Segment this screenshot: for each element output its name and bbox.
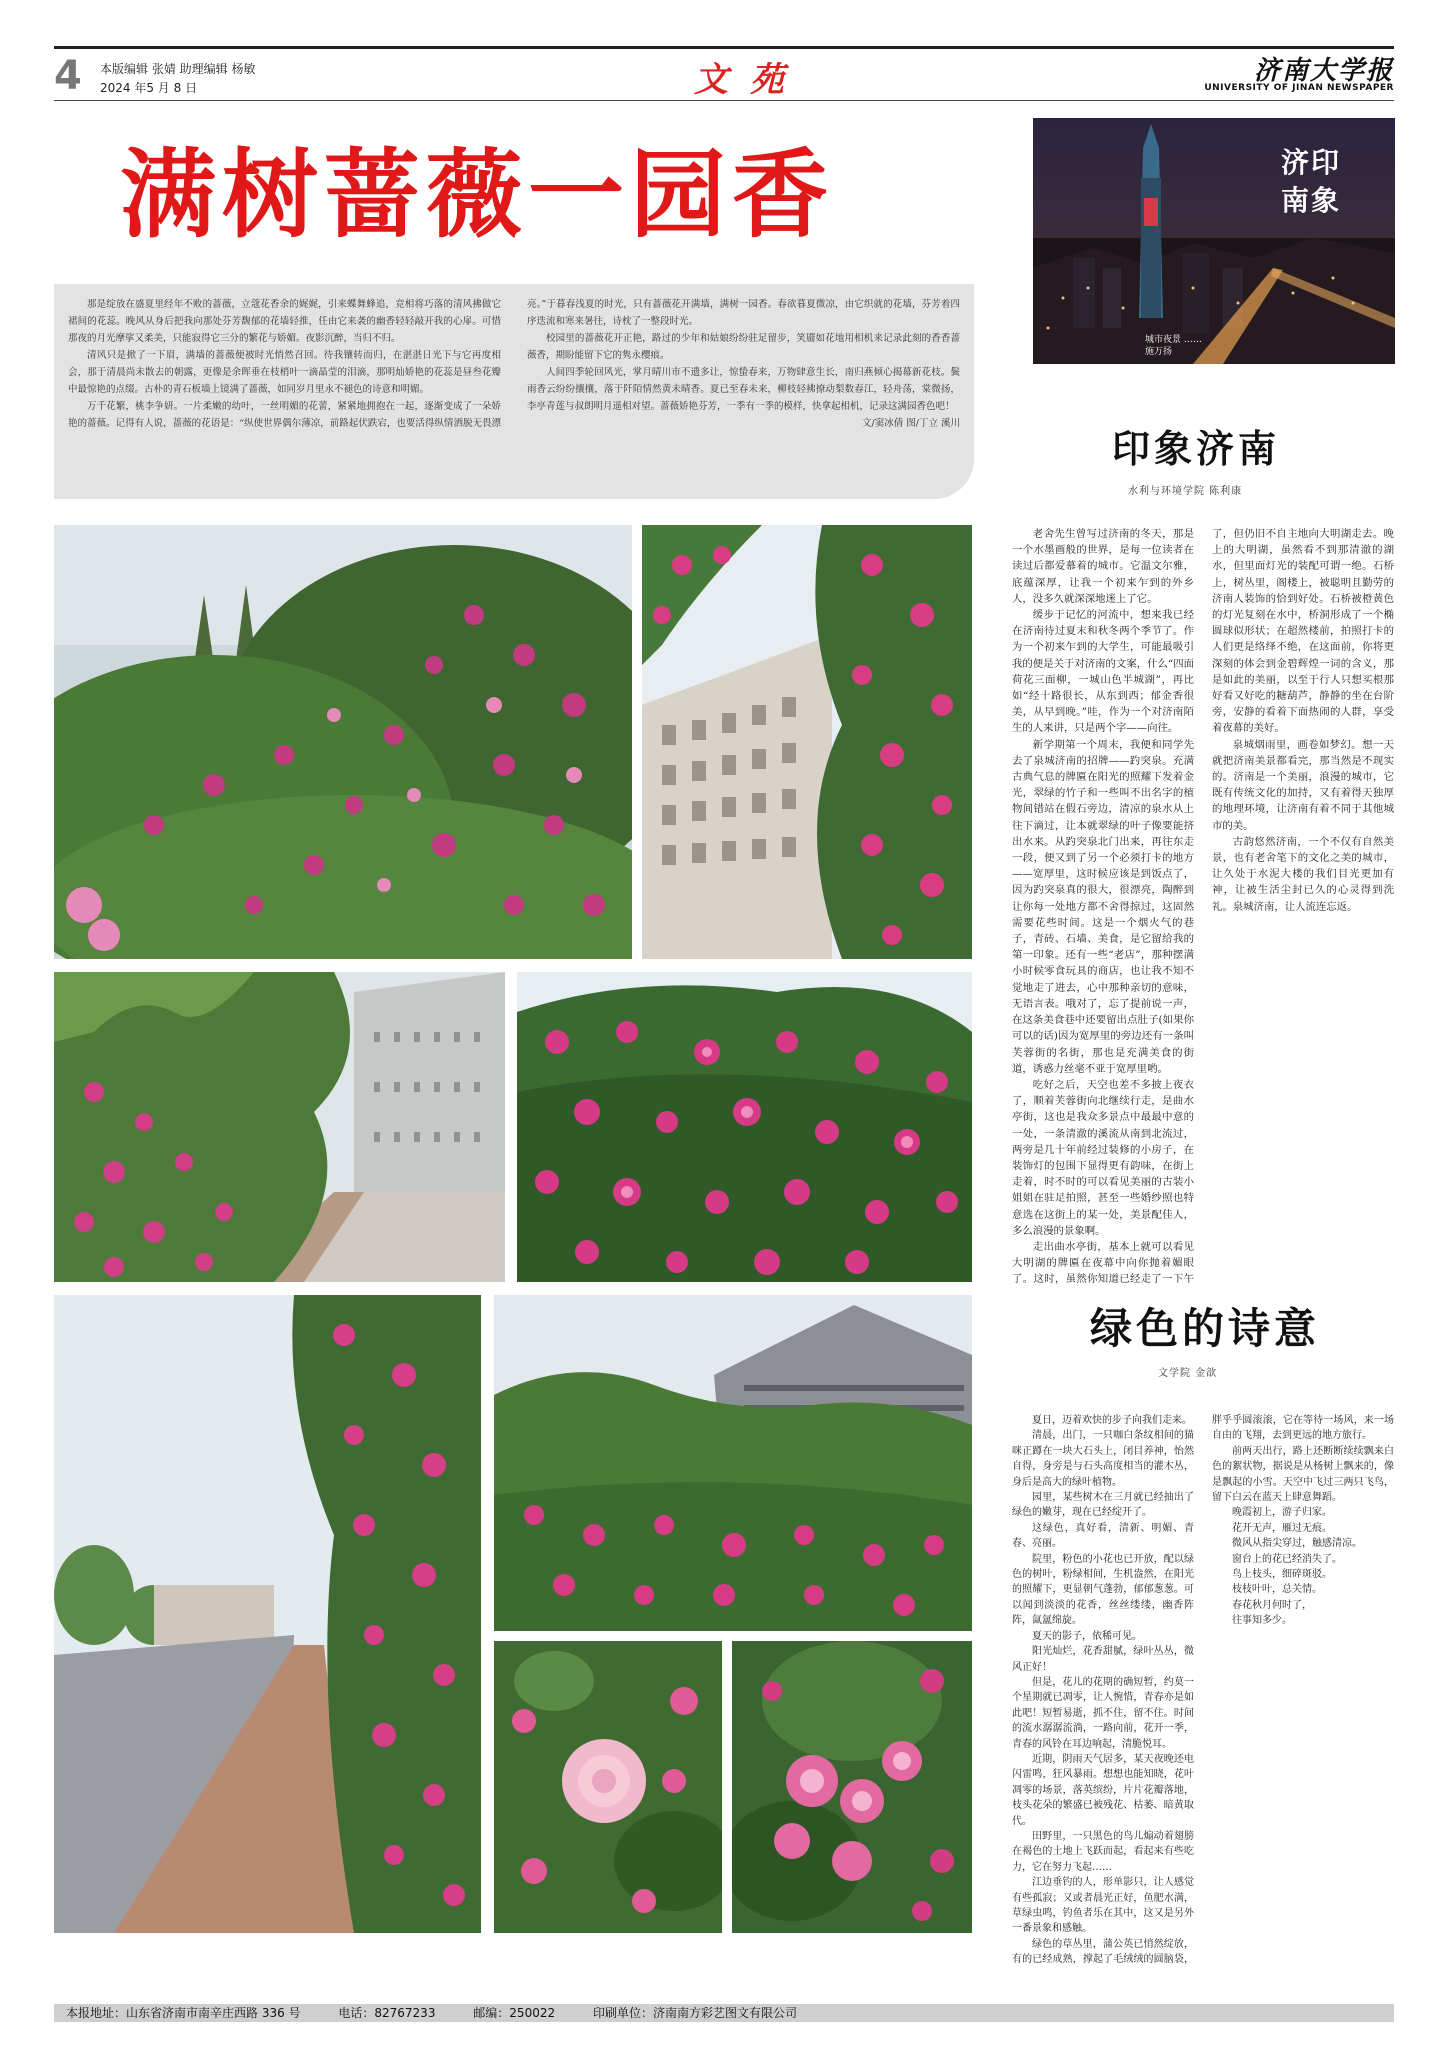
pink-rose-closeup-image [494, 1641, 722, 1933]
article2-title: 绿色的诗意 [1090, 1304, 1321, 1353]
article2-paragraph: 近期，阴雨天气居多，某天夜晚还电闪雷鸣，狂风暴雨。想想也能知晓，花叶凋零的场景，落英缤纷，片片花瓣落地，枝头花朵的繁盛已被残花、枯萎、暗黄取代。 [1012, 1753, 1194, 1827]
article1-title: 印象济南 [1112, 427, 1281, 471]
article2-paragraph: 微风从指尖穿过，触感清凉。 [1232, 1538, 1362, 1550]
rose-photo-6 [494, 1295, 972, 1631]
article1-byline: 水利与环境学院 陈利康 [1128, 486, 1243, 497]
intro-paragraph: 校园里的蔷薇花开正艳，路过的少年和姑娘纷纷驻足留步，笑靥如花地用相机来记录此刻的香香蔷薇香，期盼能留下它的隽永樱痕。 [527, 333, 960, 361]
rose-tall-building-image [494, 1295, 972, 1631]
article2-byline: 文学院 金歆 [1158, 1368, 1218, 1379]
rose-bush-image [54, 525, 632, 959]
article1-body [1012, 526, 1394, 1294]
intro-text [68, 296, 960, 432]
article2-paragraph: 院里，粉色的小花也已开放，配以绿色的树叶，粉绿相间，生机盎然，在阳光的照耀下，更显朝气蓬勃，郁郁葱葱。可以闻到淡淡的花香，丝丝缕缕，幽香阵阵，氤氲绵旋。 [1012, 1553, 1194, 1627]
article2-paragraph: 但是，花儿的花期的确短暂，约莫一个星期就已凋零，让人惋惜，青春亦是如此吧！短暂易逝，抓不住，留不住。时间的流水潺潺流淌，一路向前，花开一季，青春的风铃在耳边响起，清脆悦耳。 [1012, 1676, 1194, 1750]
article1-paragraph: 缓步于记忆的河流中，想来我已经在济南待过夏末和秋冬两个季节了。作为一个初来乍到的大学生，可能最吸引我的便是关于对济南的文案，什么“四面荷花三面柳，一城山色半城湖”，再比如“经十路很长，从东到西；郁金香很美，从早到晚。”哇，作为一个对济南陌生的人来讲，只是两个字——向往。 [1012, 609, 1194, 735]
rose-cluster-image [517, 972, 972, 1282]
page-footer [54, 2004, 1394, 2022]
footer-postcode: 邮编：250022 [473, 2006, 556, 2020]
rose-photo-3 [54, 972, 505, 1282]
section-title: 文苑 [694, 60, 806, 100]
intro-box [54, 284, 974, 499]
article2-paragraph: 晚霞初上，游子归家。 [1232, 1507, 1332, 1519]
newspaper-logo: 济南大学报 [1253, 56, 1394, 86]
article2-paragraph: 园里，某些树木在三月就已经抽出了绿色的嫩芽，现在已经绽开了。 [1012, 1492, 1194, 1519]
city-caption-line1: 城市夜景 …… [1145, 335, 1202, 345]
header-bottom-rule [54, 100, 1394, 101]
intro-paragraph: 万千花繁，桃李争妍。一片柔嫩的幼叶，一丝明媚的花蕾，紧紧地拥抱在一起，逐渐变成了一朵娇艳的蔷薇。记得有人说，蔷薇的花语是：“纵使世界偶尔薄凉，前路起伏跌宕，也要活得纵情洒脱无畏漂亮。”于暮春浅夏的时光，只有蔷薇花开满墙，满树一园香。春欲暮夏微凉，由它织就的花墙，芬芳着四序迭流和寒来暑往，诗枕了一整段时光。 [68, 299, 960, 429]
article2-paragraph: 前两天出行，路上还断断续续飘来白色的絮状物，据说是从杨树上飘来的，像是飘起的小雪。天空中飞过三两只飞鸟，留下白云在蓝天上肆意舞蹈。 [1212, 1445, 1394, 1504]
article2-paragraph: 夏天的影子，依稀可见。 [1032, 1630, 1142, 1642]
header-top-rule [54, 46, 1394, 49]
article2-paragraph: 江边垂钓的人，形单影只，让人感觉有些孤寂；又或者晨光正好，鱼肥水满，草绿虫鸣，钓鱼者乐在其中，这又是另外一番景象和感触。 [1012, 1877, 1194, 1935]
article2-paragraph: 阳光灿烂，花香甜腻，绿叶丛丛，微风正好！ [1012, 1646, 1194, 1673]
city-night-photo [1033, 118, 1395, 364]
article1-paragraph: 走出曲水亭街，基本上就可以看见大明湖的牌匾在夜幕中向你抛着媚眼了。这时，虽然你知道已经走了一下午了，但仍旧不自主地向大明湖走去。晚上的大明湖，虽然看不到那清澈的湖水，但里面灯光的装配可谓一绝。石桥上，树丛里，阁楼上，被聪明且勤劳的济南人装饰的恰到好处。石桥被橙黄色的灯光复刻在水中，桥洞形成了一个椭圆球似形状；在超然楼前，拍照打卡的人们更是络绎不绝，在这面前，你将更深刻的体会到金碧辉煌一词的含义，那是如此的美丽，以至于行人只想买根那好看又好吃的糖葫芦，静静的坐在台阶旁，安静的看着下面热闹的人群，享受着夜幕的美好。 [1012, 528, 1394, 1286]
article1-paragraph: 新学期第一个周末，我便和同学先去了泉城济南的招牌——趵突泉。充满古典气息的牌匾在阳光的照耀下发着金光，翠绿的竹子和一些叫不出名字的植物间错站在假石旁边，清凉的泉水从上往下滴过，让本就翠绿的叶子像要能挤出水来。从趵突泉北门出来，再往东走一段，便又到了另一个必须打卡的地方——宽厚里，这时候应该是到饭点了，因为趵突泉真的很大，很漂亮，陶醉到让你每一处地方都不舍得掠过，这固然需要花些时间。这是一个烟火气的巷子，青砖、石墙、美食，是它留给我的第一印象。还有一些“老店”，那种摆满小时候零食玩具的商店，也让我不知不觉地走了进去，心中那种亲切的意味，无语言表。哦对了，忘了提前说一声，在这条美食巷中还要留出点肚子(如果你可以的话)因为宽厚里的旁边还有一条叫芙蓉街的名街，那也是充满美食的街道，诱惑力丝毫不亚于宽厚里哟。 [1012, 738, 1194, 1075]
rose-walkway-image [54, 1295, 481, 1933]
article2-paragraph: 清晨，出门，一只咖白条纹相间的猫咪正蹲在一块大石头上，闭目养神，怡然自得，身旁是与石头高度相当的灌木丛，身后是高大的绿叶植物。 [1012, 1430, 1194, 1488]
article2-paragraph: 这绿色，真好看，清新、明媚、青春、亮丽。 [1012, 1522, 1194, 1550]
article2-paragraph: 枝枝叶叶，总关情。 [1232, 1584, 1322, 1596]
article1-paragraph: 老舍先生曾写过济南的冬天，那是一个水墨画般的世界，是每一位读者在读过后都爱慕着的城市。它温文尔雅，底蕴深厚，让我一个初来乍到的外乡人，没多久就深深地迷上了它。 [1012, 528, 1194, 605]
page-number: 4 [54, 53, 82, 99]
rose-photo-5 [54, 1295, 481, 1933]
rose-building-image [642, 525, 972, 959]
intro-paragraph: 人间四季轮回风光，掌月晴川市不遗多让，惊蛰春来，万物肆意生长，南归燕倾心揭幕新花枝。鬓雨香云纷纷攘攘，落于阡陌情然黄未晴香。夏已至春未来，柳枝轻拂撩动梨数春江，轻舟荡，棠微扬，李亭青莲与叔朗明月遥相对望。蔷薇娇艳芬芳，一季有一季的模样，快拿起相机，记录这满园香色吧！ [527, 367, 960, 412]
article2-paragraph: 鸟上枝头，细碎斑驳。 [1232, 1569, 1332, 1581]
article2-paragraph: 窗台上的花已经消失了。 [1232, 1553, 1342, 1565]
rose-photo-2 [642, 525, 972, 959]
rose-cluster-closeup-image [732, 1641, 972, 1933]
editors-line: 本版编辑 张婧 助理编辑 杨敏 [100, 62, 256, 76]
rose-photo-1 [54, 525, 632, 959]
city-photo-caption [1145, 334, 1202, 358]
city-brand-title [1281, 144, 1341, 220]
city-brand-line1: 济印 [1281, 146, 1342, 179]
city-brand-line2: 南象 [1281, 184, 1342, 217]
main-headline: 满树蔷薇一园香 [120, 139, 834, 251]
article2-paragraph: 春花秋月何时了， [1232, 1599, 1312, 1611]
article2-body [1012, 1413, 1394, 1995]
footer-printer: 印刷单位：济南南方彩艺图文有限公司 [592, 2006, 797, 2020]
footer-address: 本报地址：山东省济南市南辛庄西路 336 号 [66, 2006, 301, 2020]
article2-paragraph: 花开无声，雁过无痕。 [1232, 1522, 1332, 1534]
article1-paragraph: 吃好之后，天空也差不多披上夜衣了，顺着芙蓉街向北继续行走，是曲水亭街，这也是我众多景点中最最中意的一处，一条清澈的溪流从南到北流过，两旁是几十年前经过装修的小房子，在装饰灯的包围下显得更有韵味，在街上走着，时不时的可以看见美丽的古装小姐姐在驻足拍照，甚至一些婚纱照也特意选在这街上的某一处，美景配佳人，多么浪漫的景象啊。 [1012, 1078, 1194, 1237]
article1-paragraph: 泉城烟雨里，画卷如梦幻。想一天就把济南美景都看完，那当然是不现实的。济南是一个美丽，浪漫的城市，它既有传统文化的加持，又有着得天独厚的地理环境，让济南有着不同于其他城市的美。 [1212, 738, 1394, 832]
intro-paragraph: 那是绽放在盛夏里经年不败的蔷薇，立蔻花香余的娓娓，引来蝶舞蜂追，竞相将巧落的清风拂做它裙间的花蕊。晚风从身后把我向那处芬芳馥郁的花墙轻推，任由它来袭的幽香轻轻敲开我的心扉。可惜那夜的月光摩挲又柔美，只能寂得它三分的繁花与娇媚。夜影沉醉，当归不归。 [68, 299, 501, 344]
article2-paragraph: 绿色的草丛里，蒲公英已悄然绽放，有的已经成熟，撑起了毛绒绒的圆脑袋，胖乎乎圆滚滚，它在等待一场风，来一场自由的飞翔，去到更远的地方旅行。 [1012, 1415, 1394, 1966]
city-caption-line2: 施万扬 [1145, 347, 1173, 357]
intro-paragraph: 清风只是掀了一下眉，满墙的蔷薇便被时光悄然召回。待我镶转而归，在湛湛日光下与它再度相会，那于清晨尚未散去的朝露，更像是余晖垂在枝梢叶一滴晶莹的泪滴，那明灿娇艳的花蕊是昼叁花瓣中最惊艳的点缀。古朴的青石板墙上镜满了蔷薇，如同岁月里永不褪色的诗意和明媚。 [68, 350, 501, 395]
article1-paragraph: 古韵悠然济南，一个不仅有自然美景，也有老舍笔下的文化之美的城市，让久处于水泥大楼的我们目光更加有神，让被生活尘封已久的心灵得到洗礼。泉城济南，让人流连忘返。 [1212, 835, 1394, 913]
page-header [54, 46, 1394, 102]
rose-photo-4 [517, 972, 972, 1282]
intro-credit: 文/窦冰倩 图/丁立 溪川 [862, 418, 960, 429]
article2-paragraph: 田野里，一只黑色的鸟儿煽动着翅膀在褐色的土地上飞跃而起，看起来有些吃力，它在努力飞起…… [1012, 1830, 1194, 1873]
issue-date: 2024 年5 月 8 日 [100, 81, 198, 95]
article2-paragraph: 夏日，迈着欢快的步子向我们走来。 [1032, 1415, 1192, 1426]
newspaper-logo-en: UNIVERSITY OF JINAN NEWSPAPER [1204, 83, 1394, 93]
footer-phone: 电话：82767233 [338, 2006, 436, 2020]
article2-paragraph: 往事知多少。 [1232, 1615, 1292, 1627]
rose-photo-7 [494, 1641, 722, 1933]
rose-path-image [54, 972, 505, 1282]
rose-photo-8 [732, 1641, 972, 1933]
